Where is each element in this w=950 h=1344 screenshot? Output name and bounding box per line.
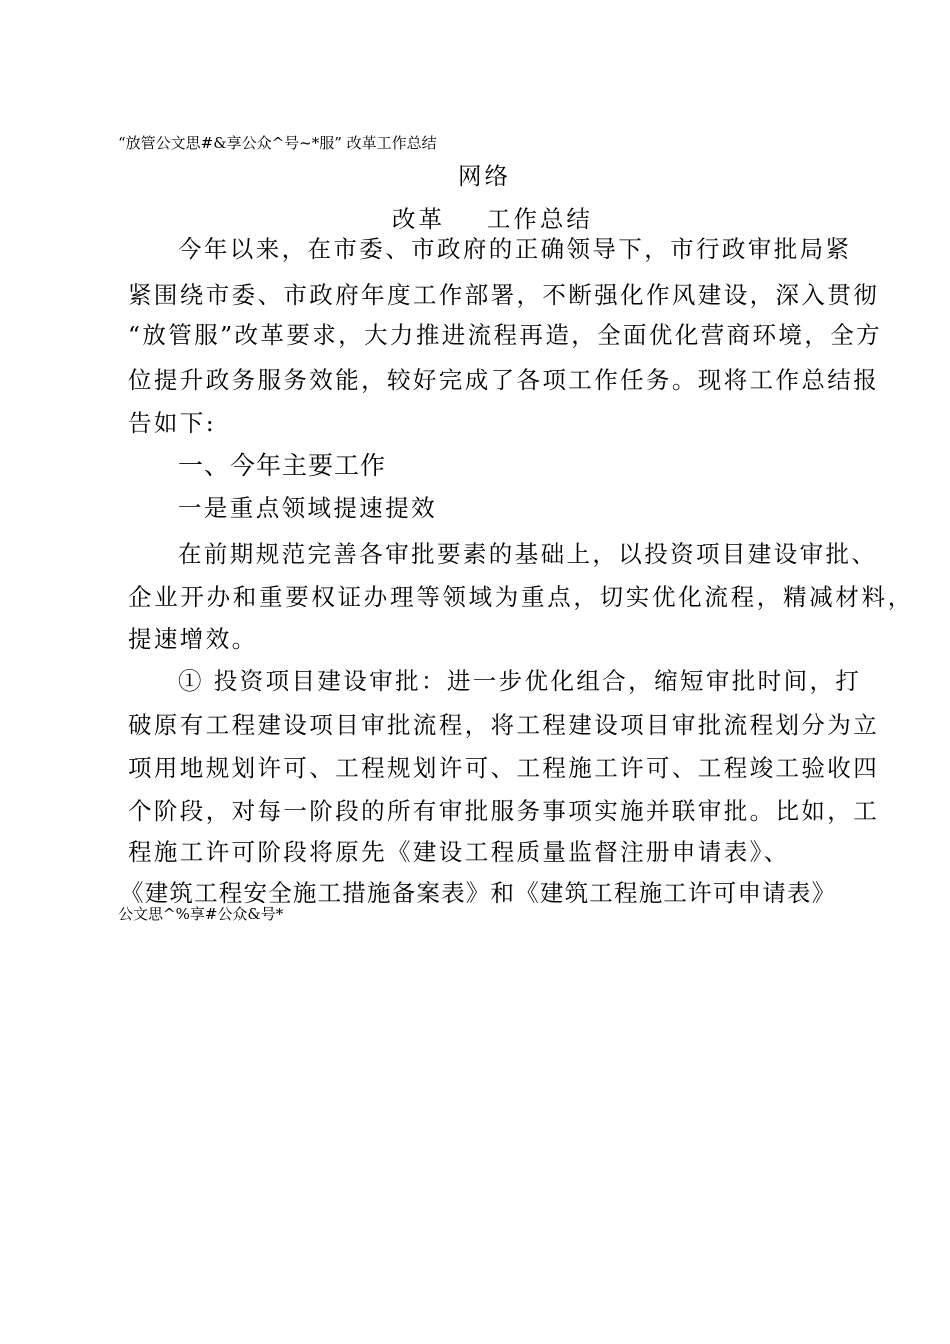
intro-line-2: 紧围绕市委、市政府年度工作部署，不断强化作风建设，深入贯彻	[128, 281, 880, 309]
item1-line-1: ① 投资项目建设审批：进一步优化组合，缩短审批时间，打	[178, 667, 862, 695]
intro-line-3: “放管服”改革要求，大力推进流程再造，全面优化营商环境，全方	[128, 321, 883, 349]
intro-line-4: 位提升政务服务效能，较好完成了各项工作任务。现将工作总结报	[128, 366, 880, 394]
para-line-1: 在前期规范完善各审批要素的基础上，以投资项目建设审批、	[178, 540, 878, 568]
intro-line-1: 今年以来，在市委、市政府的正确领导下，市行政审批局紧	[178, 235, 852, 263]
item1-line-2: 破原有工程建设项目审批流程，将工程建设项目审批流程划分为立	[128, 711, 880, 739]
header-watermark: “放管公文思#&享公众^号~*服” 改革工作总结	[118, 134, 437, 152]
title-line-1: 网络	[458, 162, 511, 190]
para-line-2: 企业开办和重要权证办理等领域为重点，切实优化流程，精减材料，	[128, 583, 914, 611]
section-heading: 一、今年主要工作	[178, 451, 387, 480]
para-line-3: 提速增效。	[128, 625, 258, 653]
title-line-2: 改革 工作总结	[392, 205, 593, 233]
item1-line-6: 《建筑工程安全施工措施备案表》和《建筑工程施工许可申请表》	[120, 879, 837, 907]
item1-line-4: 个阶段，对每一阶段的所有审批服务事项实施并联审批。比如，工	[128, 797, 880, 825]
item1-line-5: 程施工许可阶段将原先《建设工程质量监督注册申请表》、	[128, 838, 790, 866]
item1-line-3: 项用地规划许可、工程规划许可、工程施工许可、工程竣工验收四	[128, 754, 880, 782]
subheading: 一是重点领域提速提效	[178, 494, 437, 522]
intro-line-5: 告如下:	[128, 409, 217, 437]
footer-watermark: 公文思^%享#公众&号*	[118, 905, 284, 923]
